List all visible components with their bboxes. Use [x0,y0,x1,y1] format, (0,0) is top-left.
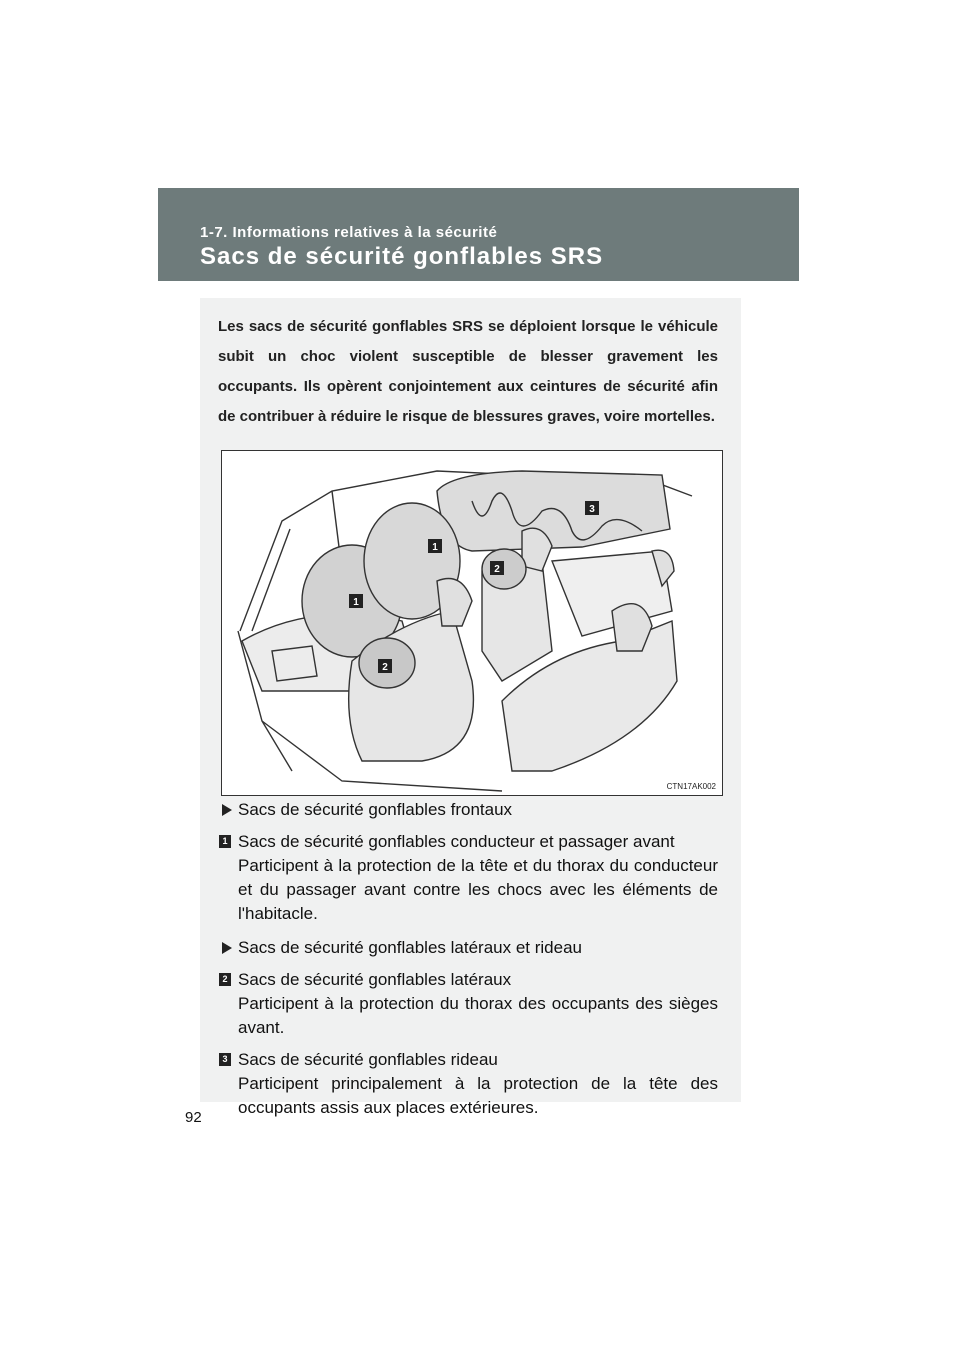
badge-front-passenger [428,539,442,553]
svg-text:1: 1 [353,597,359,608]
page-number: 92 [185,1109,202,1126]
intro-paragraph: Les sacs de sécurité gonflables SRS se déploient lorsque le véhicule subit un choc violent susceptible de blesser gravement les occupants. Ils opèrent conjointement aux ceintures de sécurité afin de contribuer à réduire le risque de blessures graves, voire mortelles. [218,318,718,425]
svg-text:2: 2 [382,662,388,673]
list-item-curtain-airbags [218,1048,718,1120]
car-interior-drawing [222,451,722,795]
badge-side-passenger [490,561,504,575]
figure-code: CTN17AK002 [666,782,716,791]
page-title: Sacs de sécurité gonflables SRS [200,243,604,270]
list-item-side-airbags [218,968,718,1040]
triangle-bullet-icon [222,942,232,954]
svg-text:2: 2 [494,564,500,575]
badge-curtain [585,501,599,515]
number-1-icon: 1 [219,835,231,848]
item-description: Participent à la protection de la tête et du thorax du conducteur et du passager avant contre les chocs avec les éléments de l'habitacle. [238,856,718,923]
item-title: Sacs de sécurité gonflables conducteur et passager avant [238,832,675,851]
item-title: Sacs de sécurité gonflables rideau [238,1050,498,1069]
item-description: Participent à la protection du thorax des occupants des sièges avant. [238,994,718,1037]
number-3-icon: 3 [219,1053,231,1066]
svg-text:3: 3 [589,504,595,515]
number-2-icon: 2 [219,973,231,986]
badge-front-driver [349,594,363,608]
section-label: 1-7. Informations relatives à la sécurité [200,224,498,241]
airbag-illustration [221,450,723,796]
list-heading-side-curtain: Sacs de sécurité gonflables latéraux et rideau [218,936,718,960]
airbag-list [218,798,718,1120]
item-description: Participent principalement à la protection de la tête des occupants assis aux places extérieures. [238,1074,718,1117]
svg-text:1: 1 [432,542,438,553]
badge-side-driver [378,659,392,673]
list-heading-frontal: Sacs de sécurité gonflables frontaux [218,798,718,822]
content-panel [200,298,741,1117]
chapter-header [158,188,799,281]
triangle-bullet-icon [222,804,232,816]
item-title: Sacs de sécurité gonflables latéraux [238,970,512,989]
list-item-front-airbags [218,830,718,926]
